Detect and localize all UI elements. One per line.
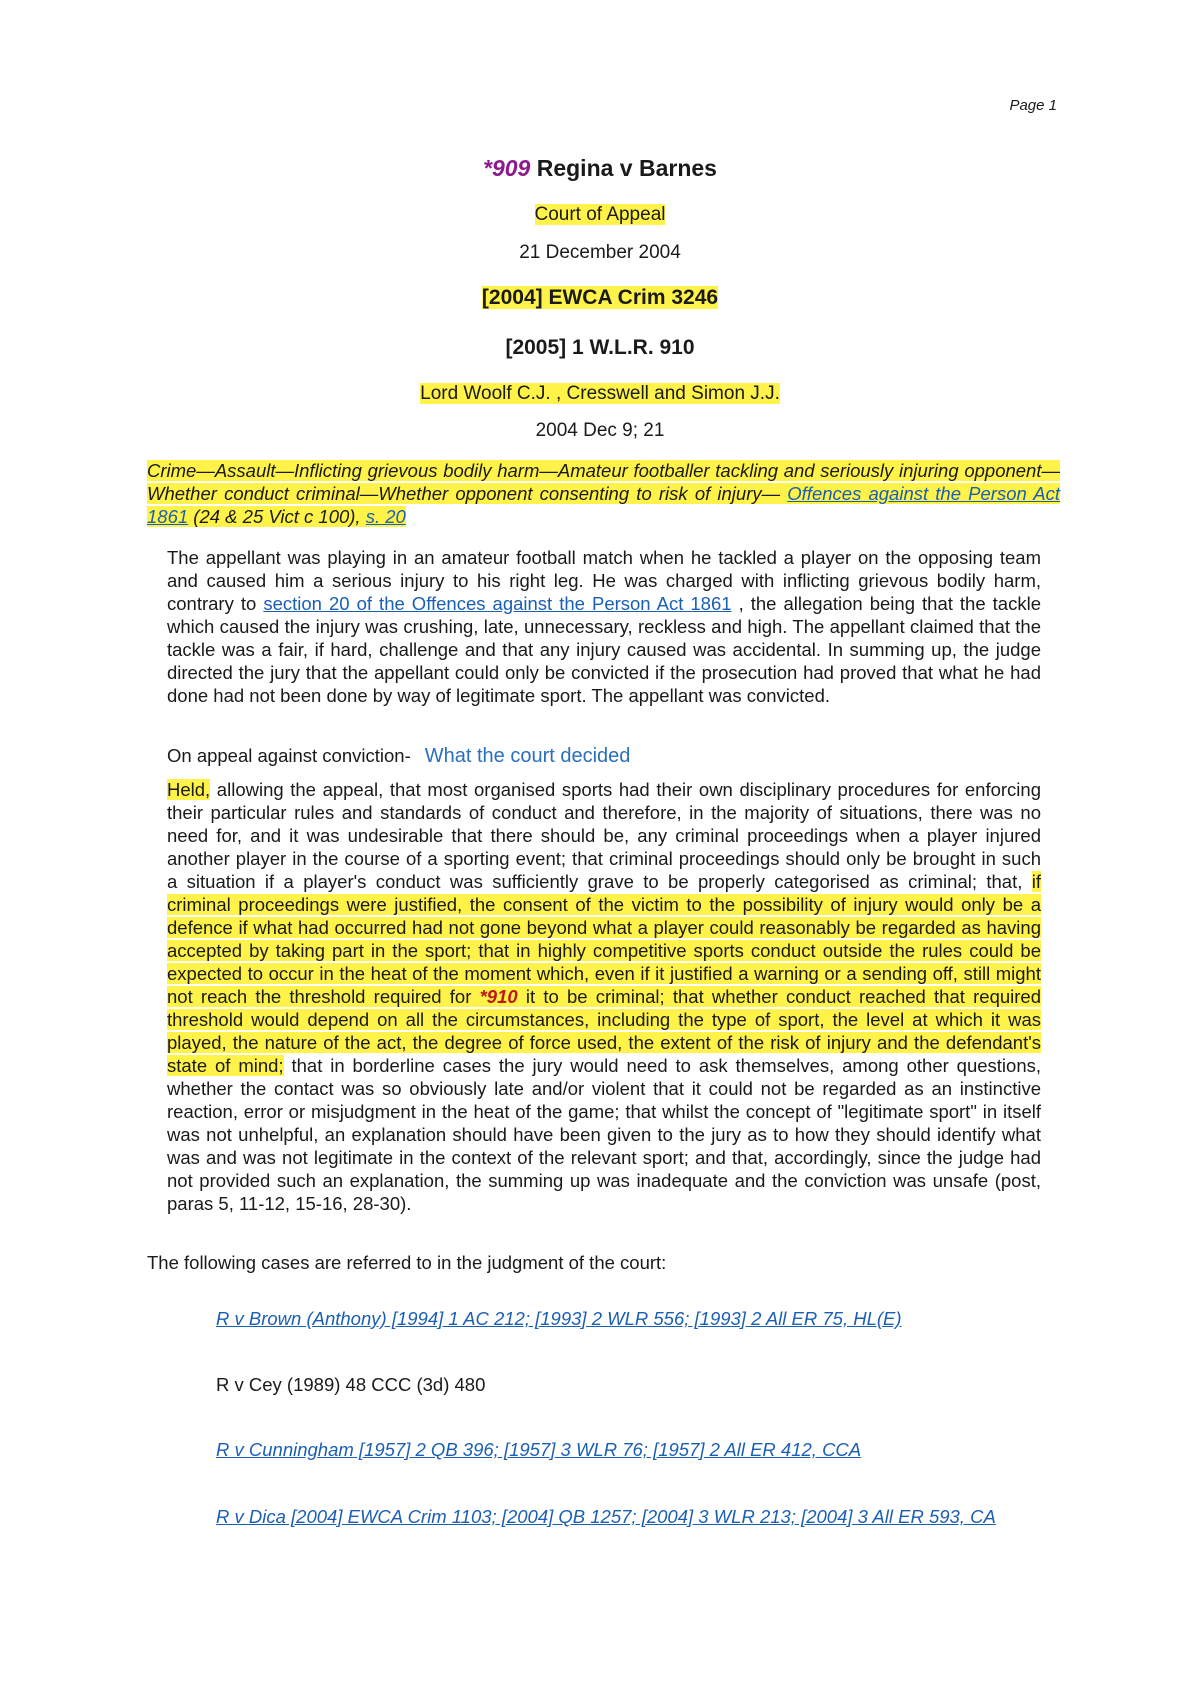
judges: Lord Woolf C.J. , Cresswell and Simon J.J. — [420, 383, 780, 404]
neutral-citation — [0, 286, 1200, 310]
held-highlight-1: if criminal proceedings were justified, the consent of the victim to the possibility of injury would only be a defence if what had occurred had not gone beyond what a player could reasonably be regarded as having accepted by taking part in the sport; — [167, 871, 1041, 961]
case-title-text: Regina v Barnes — [530, 155, 717, 181]
case-link-brown[interactable]: R v Brown (Anthony) [1994] 1 AC 212; [1993] 2 WLR 556; [1993] 2 All ER 75, HL(E) — [216, 1308, 902, 1329]
catchwords — [147, 459, 1060, 528]
report-citation: [2005] 1 W.L.R. 910 — [505, 336, 695, 359]
case-link-dica[interactable]: R v Dica [2004] EWCA Crim 1103; [2004] QB 1257; [2004] 3 WLR 213; [2004] 3 All ER 593, CA — [216, 1506, 996, 1527]
oapa-1861-link[interactable]: Offences against the Person Act 1861 — [147, 483, 1060, 527]
case-link-cunningham[interactable]: R v Cunningham [1957] 2 QB 396; [1957] 3 WLR 76; [1957] 2 All ER 412, CCA — [216, 1439, 862, 1460]
case-reference — [216, 1373, 1066, 1397]
section-20-link[interactable]: s. 20 — [365, 506, 406, 527]
case-reference — [216, 1505, 1066, 1529]
star-page-marker-910: *910 — [479, 986, 518, 1007]
judges-line — [0, 383, 1200, 405]
catchwords-text: Crime—Assault—Inflicting grievous bodily harm—Amateur footballer tackling and seriously injuring opponent—Whether conduct criminal—Whether opponent consenting to risk of injury— Offences against the Person Act 1861 (24 & 25 Vict c 100), s. 20 — [147, 460, 1060, 527]
facts-paragraph: The appellant was playing in an amateur football match when he tackled a player on the opposing team and caused him a serious injury to his right leg. He was charged with inflicting grievous bodily harm, contrary to section 20 of the Offences against the Person Act 1861 , the allegation being that the tackle which caused the injury was crushing, late, unnecessary, reckless and high. The appellant claimed that the tackle was a fair, if hard, challenge and that any injury caused was accidental. In summing up, the judge directed the jury that the appellant could only be convicted if the prosecution had proved that what he had done had not been done by way of legitimate sport. The appellant was convicted. — [167, 547, 1041, 706]
held-label: Held, — [167, 779, 211, 800]
appeal-text: On appeal against conviction- — [167, 745, 411, 766]
held-highlight-3: it to be criminal; that whether conduct reached that required threshold would depend on all the circumstances, including the type of sport, the level at which it was played, the nature of the act, the degree of force used, the extent of the risk of injury and the defendant's state of mind; — [167, 986, 1041, 1076]
page-number: Page 1 — [1009, 97, 1057, 114]
appeal-line — [167, 744, 1041, 768]
judgment-date: 21 December 2004 — [519, 242, 681, 263]
case-reference — [216, 1307, 1066, 1331]
hearing-dates: 2004 Dec 9; 21 — [535, 420, 665, 441]
case-text-cey: R v Cey (1989) 48 CCC (3d) 480 — [216, 1374, 486, 1395]
star-page-marker: *909 — [483, 155, 531, 181]
annotation-note: What the court decided — [424, 745, 631, 767]
court-line — [0, 204, 1200, 226]
section-20-oapa-link[interactable]: section 20 of the Offences against the Person Act 1861 — [263, 593, 732, 614]
case-title — [0, 155, 1200, 182]
held-highlight-2: that in highly competitive sports conduct outside the rules could be expected to occur in the heat of the moment which, even if it justified a warning or a sending off, still might not reach the threshold required for — [167, 940, 1042, 1007]
case-reference — [216, 1438, 1066, 1462]
held-paragraph: Held, allowing the appeal, that most organised sports had their own disciplinary procedures for enforcing their particular rules and standards of conduct and therefore, in the majority of situations, there was no need for, and it was undesirable that there should be, any criminal proceedings when a player injured another player in the course of a sporting event; that criminal proceedings should only be brought in such a situation if a player's conduct was sufficiently grave to be properly categorised as criminal; that, if criminal proceedings were justified, the consent of the victim to the possibility of injury would only be a defence if what had occurred had not gone beyond what a player could reasonably be regarded as having accepted by taking part in the sport; that in highly competitive sports conduct outside the rules could be expected to occur in the heat of the moment which, even if it justified a warning or a sending off, still might not reach the threshold required for *910 it to be criminal; that whether conduct reached that required threshold would depend on all the circumstances, including the type of sport, the level at which it was played, the nature of the act, the degree of force used, the extent of the risk of injury and the defendant's state of mind; that in borderline cases the jury would need to ask themselves, among other questions, whether the contact was so obviously late and/or violent that it could not be regarded as an instinctive reaction, error or misjudgment in the heat of the game; that whilst the concept of "legitimate sport" in itself was not unhelpful, an explanation should have been given to the jury as to how they should identify what was and was not legitimate in the context of the relevant sport; and that, accordingly, since the judge had not provided such an explanation, the summing up was inadequate and the conviction was unsafe (post, paras 5, 11-12, 15-16, 28-30). — [167, 779, 1042, 1214]
court-name: Court of Appeal — [534, 204, 666, 225]
neutral-citation-text: [2004] EWCA Crim 3246 — [481, 286, 719, 309]
cases-intro: The following cases are referred to in the judgment of the court: — [147, 1252, 667, 1273]
